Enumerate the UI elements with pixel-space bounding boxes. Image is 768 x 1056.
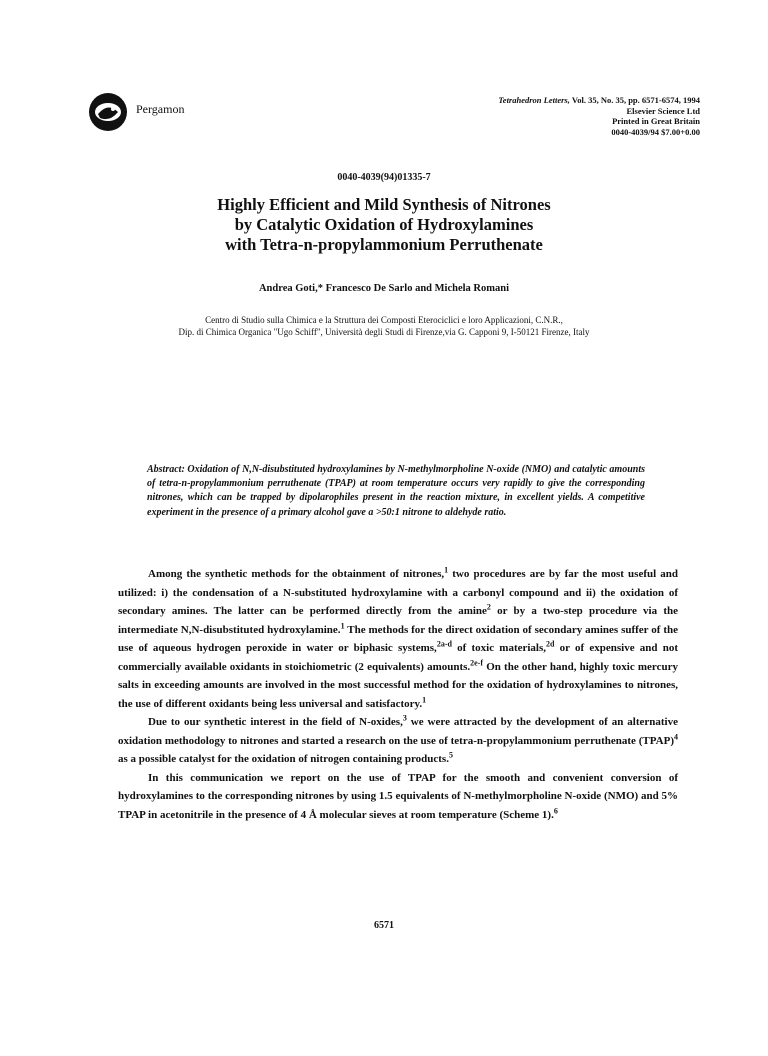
text-run: as a possible catalyst for the oxidation of nitrogen containing products. [118,753,449,765]
text-run: two procedures are by far the most useful and utilized: i) the condensation of a N-substituted hydroxylamine with a carbonyl compound and ii) the oxidation of secondary amines. The latter can be performed directly from the amine [118,568,679,617]
text-run: we were attracted by the development of an alternative oxidation methodology to nitrones and started a research on the use of tetra-n-propylammonium perruthenate (TPAP) [118,716,678,747]
journal-citation [400,95,700,137]
body-text [118,565,678,824]
page-number: 6571 [374,920,394,931]
citation-ref: 5 [448,750,453,760]
journal-line-4: 0040-4039/94 $7.00+0.00 [611,126,700,137]
abstract-label: Abstract: [147,464,185,475]
citation-ref: 2d [546,639,555,649]
abstract-text: Oxidation of N,N-disubstituted hydroxylamines by N-methylmorpholine N-oxide (NMO) and catalytic amounts of tetra-n-propylammonium perruthenate (TPAP) at room temperature occurs very rapidly to give the corresponding nitrones, which can be trapped by dipolarophiles present in the reaction mixture, in excellent yields. A competitive experiment in the presence of a primary alcohol gave a >50:1 nitrone to aldehyde ratio. [147,464,645,518]
text-run: Among the synthetic methods for the obtainment of nitrones, [148,568,445,580]
journal-line-2: Elsevier Science Ltd [626,105,700,116]
affiliation-line-2: Dip. di Chimica Organica "Ugo Schiff", Università degli Studi di Firenze,via G. Capponi 9, I-50121 Firenze, Italy [178,327,590,337]
journal-volume: Vol. 35, No. 35, pp. 6571-6574, 1994 [571,95,700,105]
citation-ref: 1 [444,565,449,575]
pergamon-logo-icon [88,92,128,132]
title-line-3: with Tetra-n-propylammonium Perruthenate [225,235,543,254]
citation-ref: 2 [486,602,491,612]
paragraph-2 [118,713,678,769]
abstract [147,463,645,520]
text-run: of toxic materials, [451,642,547,654]
title-line-2: by Catalytic Oxidation of Hydroxylamines [234,215,534,234]
article-doi: 0040-4039(94)01335-7 [337,172,431,183]
paragraph-3 [118,769,678,825]
text-run: or of expensive and not commercially available oxidants in stoichiometric (2 equivalents) amounts. [118,642,679,673]
citation-ref: 4 [674,731,678,741]
paragraph-1 [118,565,678,713]
text-run: Due to our synthetic interest in the field of N-oxides, [148,716,403,728]
citation-ref: 1 [340,620,345,630]
citation-ref: 1 [422,694,427,704]
paper-title [0,195,768,255]
citation-ref: 2e-f [470,657,484,667]
text-run: The methods for the direct oxidation of secondary amines suffer of the use of aqueous hydrogen peroxide in water or biphasic systems, [118,623,678,654]
citation-ref: 6 [553,805,558,815]
citation-ref: 2a-d [436,639,452,649]
text-run: In this communication we report on the use of TPAP for the smooth and convenient conversion of hydroxylamines to the corresponding nitrones by using 1.5 equivalents of N-methylmorpholine N-oxide (NMO) and 5% TPAP in acetonitrile in the presence of 4 Å molecular sieves at room temperature (Scheme 1). [118,771,678,821]
journal-line-3: Printed in Great Britain [612,116,700,126]
title-line-1: Highly Efficient and Mild Synthesis of Nitrones [217,195,551,214]
affiliation [0,314,768,338]
publisher-name: Pergamon [136,102,185,116]
journal-line-1 [400,95,700,106]
text-run: On the other hand, highly toxic mercury salts in exceeding amounts are involved in the most successful method for the oxidation of hydroxylamines to nitrones, the use of different oxidants being less universal and satisfactory. [118,660,678,710]
journal-name: Tetrahedron Letters, [498,95,570,105]
text-run: or by a two-step procedure via the intermediate N,N-disubstituted hydroxylamine. [118,605,678,636]
affiliation-line-1: Centro di Studio sulla Chimica e la Struttura dei Composti Eterociclici e loro Applicazioni, C.N.R., [205,315,563,325]
author-list: Andrea Goti,* Francesco De Sarlo and Michela Romani [258,283,510,294]
citation-ref: 3 [402,713,407,723]
